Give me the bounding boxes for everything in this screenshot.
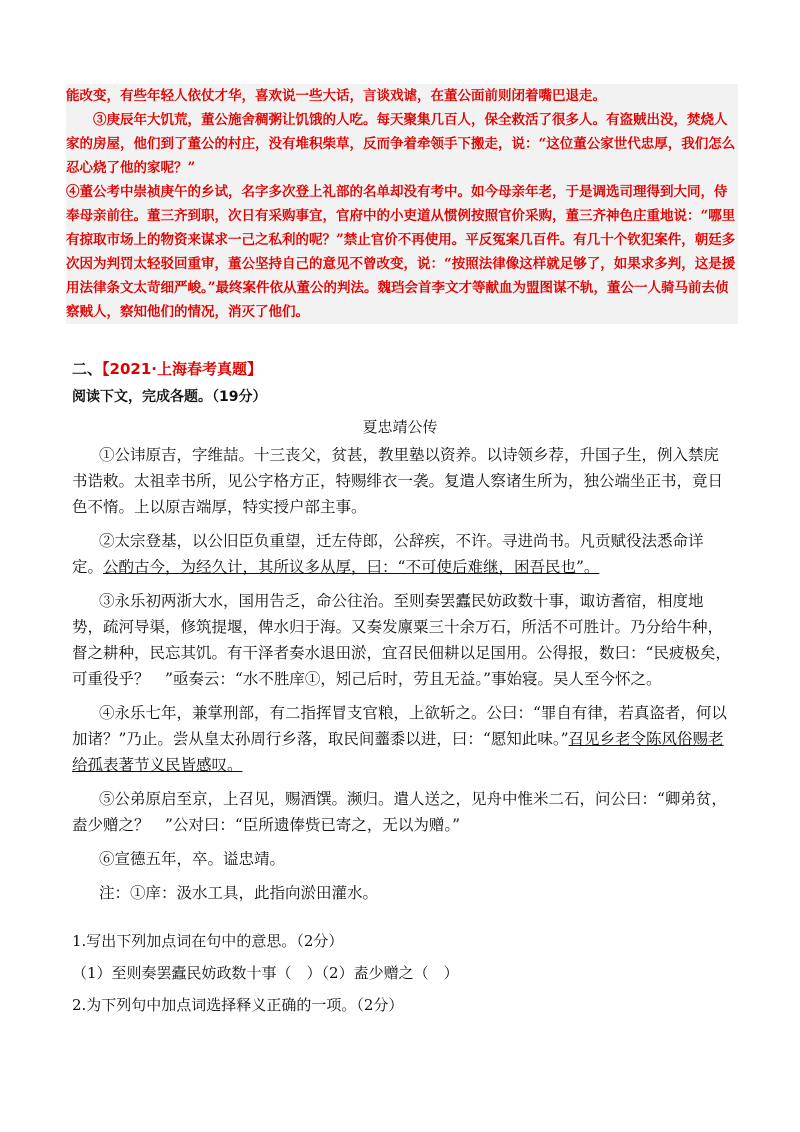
passage-paragraph-2-text: ②太宗登基，以公旧臣负重望，迁左侍郎，公辞疾，不许。寻进尚书。凡贡赋役法悉命详定。 [72,532,704,576]
passage-paragraph-5: ⑤公弟原启至京，上召见，赐酒馔。濒归。遣人送之，见舟中惟米二石，问公曰：“卿弟贫，盍少赠之？ ”公对曰：“臣所遗俸赀已寄之，无以为赠。” [72,790,727,834]
underlined-sentence-1: 公酌古今，为经久计，其所议多从厚，曰：“不可使后难继，困吾民也”。 [103,558,600,576]
translation-line: 能改变，有些年轻人依仗才华，喜欢说一些大话，言谈戏谑，在董公面前则闭着嘴巴退走。 [66,88,606,104]
passage-note: 注：①庠：汲水工具，此指向淤田灌水。 [99,884,379,902]
passage-paragraph-4 [72,700,727,778]
translation-paragraph-3: ③庚辰年大饥荒，董公施舍稠粥让饥饿的人吃。每天聚集几百人，保全救活了很多人。有盗贼出没，焚烧人家的房屋，他们到了董公的村庄，没有堆积柴草，反而争着牵领手下搬走，说：“这位董公家世代忠厚，我们怎么忍心烧了他的家呢？” [66,112,736,176]
passage-body [72,442,739,914]
passage-paragraph-6: ⑥宣德五年，卒。谥忠靖。 [99,850,286,868]
passage-paragraph-4-text: ④永乐七年，兼掌刑部，有二指挥冒支官粮，上欲斩之。公曰：“罪自有律，若真盗者，何以加诸？”乃止。尝从皇太孙周行乡落，取民间虀黍以进，曰：“愿知此味。” [72,704,727,748]
question-2: 2.为下列句中加点词选择释义正确的一项。（2分） [72,996,404,1014]
passage-paragraph-1: ①公讳原吉，字维喆。十三丧父，贫甚，教里塾以资养。以诗领乡荐，升国子生，例入禁庑书诰敕。太祖幸书所，见公字格方正，特赐绯衣一袭。复遣人察诸生所为，独公端坐正书，竟日色不惰。上以原吉端厚，特实授户部主事。 [72,446,724,516]
translation-paragraph-4: ④董公考中崇祯庚午的乡试，名字多次登上礼部的名单却没有考中。如今母亲年老，于是调选司理得到大同，侍奉母亲前往。董三齐到职，次日有采购事宜，官府中的小吏道从惯例按照官价采购，董三齐神色庄重地说：“哪里有掠取市场上的物资来谋求一己之私利的呢？”禁止官价不再使用。平反冤案几百件。有几十个钦犯案件，朝廷多次因为判罚太轻驳回重审，董公坚持自己的意见不曾改变，说：“按照法律像这样就足够了，如果求多判，这是援用法律条文太苛细严峻。”最终案件依从董公的判法。魏珰会首李文才等献血为盟图谋不轨，董公一人骑马前去侦察贼人，察知他们的情况，消灭了他们。 [66,184,736,320]
reading-instruction: 阅读下文，完成各题。（19分） [72,389,267,405]
question-1-items: （1）至则奏罢蠹民妨政数十事（ ）（2）盍少赠之（ ） [72,964,459,982]
underlined-sentence-2: 召见乡老令陈风俗赐老给孤表著节义民皆感叹。 [72,730,724,774]
passage-title: 夏忠靖公传 [362,418,438,436]
passage-paragraph-3: ③永乐初两浙大水，国用告乏，命公往治。至则奏罢蠹民妨政数十事，诹访耆宿，相度地势，疏河导渠，修筑提堰，俾水归于海。又奏发廪粟三十余万石，所活不可胜计。乃分给牛种，督之耕种，民忘其饥。有干泽者奏水退田淤，宜召民佃耕以足国用。公得报，数曰：“民疲极矣， 可重役乎？ ”亟奏云：“水不胜庠①，矧己后时，劳且无益。”事始寝。吴人至今怀之。 [72,592,739,688]
translation-block [66,84,738,324]
section-number: 二、 [72,360,103,378]
question-1: 1.写出下列加点词在句中的意思。（2分） [72,932,344,950]
passage-paragraph-2 [72,528,727,580]
section-tag: 【2021·上海春考真题】 [102,360,262,378]
section-heading [72,358,262,379]
